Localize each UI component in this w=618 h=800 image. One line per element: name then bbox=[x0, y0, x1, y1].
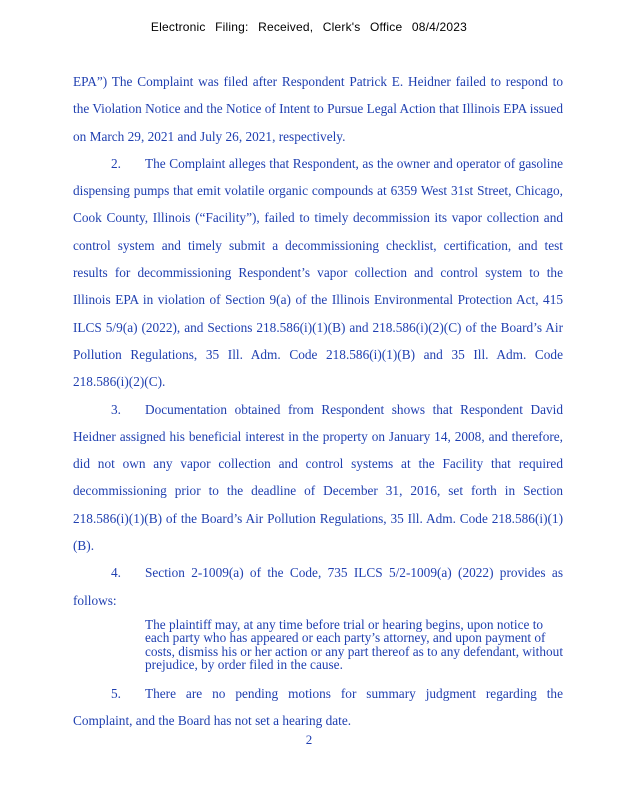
paragraph-number: 5. bbox=[111, 685, 121, 701]
paragraph-text: Documentation obtained from Respondent shows that Respondent David Heidner assigned his beneficial interest in the property on January 14, 2008, and therefore, did not own any vapor collection and control systems at the Facility that required decommissioning prior to the deadline of December 31, 2016, set forth in Section 218.586(i)(1)(B) of the Board’s Air Pollution Regulations, 35 Ill. Adm. Code 218.586(i)(1)(B). bbox=[73, 401, 563, 554]
paragraph-2 bbox=[73, 150, 563, 396]
document-body bbox=[73, 68, 563, 735]
paragraph-text: There are no pending motions for summary judgment regarding the Complaint, and the Board has not set a hearing date. bbox=[73, 685, 563, 729]
filing-header: Electronic Filing: Received, Clerk's Office 08/4/2023 bbox=[150, 20, 468, 34]
paragraph-continuation: EPA”) The Complaint was filed after Respondent Patrick E. Heidner failed to respond to the Violation Notice and the Notice of Intent to Pursue Legal Action that Illinois EPA issued on March 29, 2021 and July 26, 2021, respectively. bbox=[73, 74, 564, 144]
page-number: 2 bbox=[305, 732, 313, 747]
paragraph-text: Section 2-1009(a) of the Code, 735 ILCS 5/2-1009(a) (2022) provides as follows: bbox=[73, 565, 563, 608]
paragraph-5 bbox=[73, 680, 563, 735]
paragraph-number: 2. bbox=[111, 155, 121, 171]
paragraph-number: 3. bbox=[111, 401, 121, 417]
block-quote: The plaintiff may, at any time before trial or hearing begins, upon notice to each party who has appeared or each party’s attorney, and upon payment of costs, dismiss his or her action or any part thereof as to any defendant, without prejudice, by order filed in the cause. bbox=[145, 616, 564, 673]
paragraph-number: 4. bbox=[111, 565, 121, 581]
paragraph-3 bbox=[73, 396, 563, 560]
paragraph-text: The Complaint alleges that Respondent, as the owner and operator of gasoline dispensing pumps that emit volatile organic compounds at 6359 West 31st Street, Chicago, Cook County, Illinois (“Facility”), failed to timely decommission its vapor collection and control system and timely submit a decommissioning checklist, certification, and test results for decommissioning Respondent’s vapor collection and control system to the Illinois EPA in violation of Section 9(a) of the Illinois Environmental Protection Act, 415 ILCS 5/9(a) (2022), and Sections 218.586(i)(1)(B) and 218.586(i)(2)(C) of the Board’s Air Pollution Regulations, 35 Ill. Adm. Code 218.586(i)(1)(B) and 35 Ill. Adm. Code 218.586(i)(2)(C). bbox=[73, 155, 563, 390]
paragraph-4 bbox=[73, 559, 563, 614]
